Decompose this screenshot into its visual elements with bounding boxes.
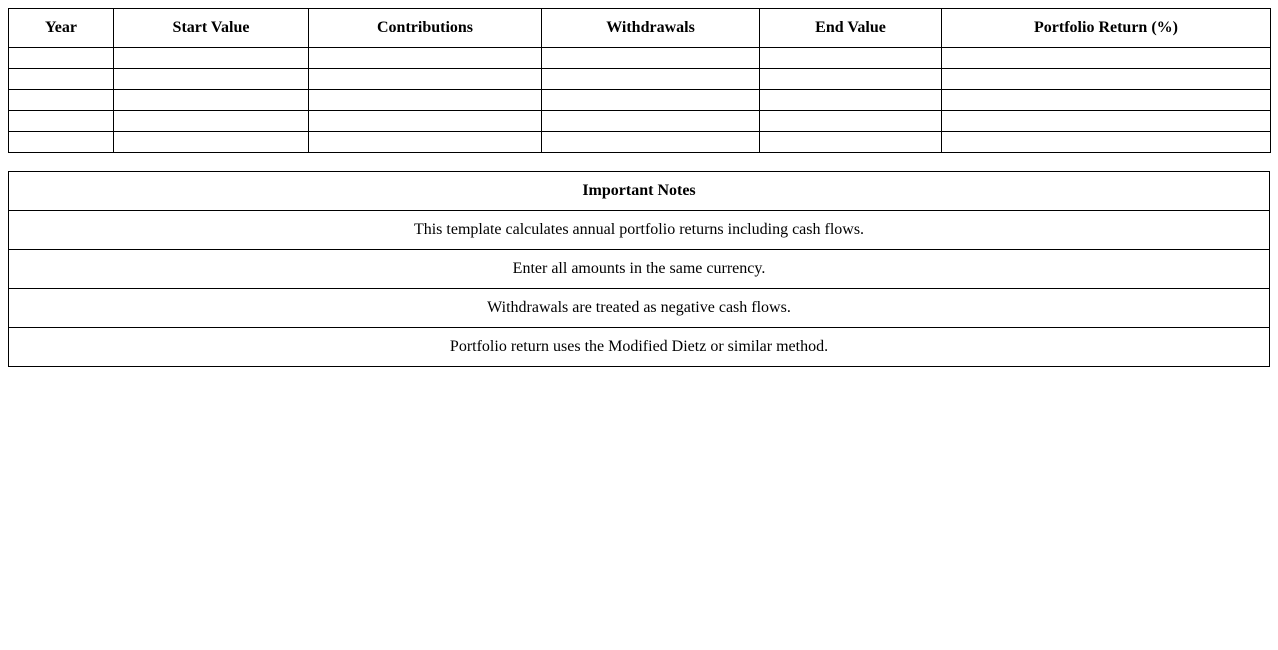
cell-start-value[interactable]	[114, 111, 309, 132]
portfolio-returns-table	[8, 8, 1271, 153]
cell-start-value[interactable]	[114, 69, 309, 90]
cell-end-value[interactable]	[760, 132, 942, 153]
note-item: Enter all amounts in the same currency.	[9, 250, 1270, 289]
table-row	[9, 69, 1271, 90]
cell-portfolio-return[interactable]	[942, 69, 1271, 90]
header-end-value: End Value	[760, 9, 942, 48]
cell-start-value[interactable]	[114, 90, 309, 111]
header-start-value: Start Value	[114, 9, 309, 48]
cell-portfolio-return[interactable]	[942, 48, 1271, 69]
header-portfolio-return: Portfolio Return (%)	[942, 9, 1271, 48]
cell-withdrawals[interactable]	[542, 48, 760, 69]
cell-year[interactable]	[9, 90, 114, 111]
cell-contributions[interactable]	[309, 111, 542, 132]
cell-year[interactable]	[9, 111, 114, 132]
header-row	[9, 9, 1271, 48]
cell-year[interactable]	[9, 132, 114, 153]
cell-end-value[interactable]	[760, 48, 942, 69]
cell-portfolio-return[interactable]	[942, 90, 1271, 111]
cell-year[interactable]	[9, 69, 114, 90]
cell-contributions[interactable]	[309, 48, 542, 69]
note-item: Withdrawals are treated as negative cash flows.	[9, 289, 1270, 328]
cell-portfolio-return[interactable]	[942, 111, 1271, 132]
note-item: This template calculates annual portfolio returns including cash flows.	[9, 211, 1270, 250]
cell-start-value[interactable]	[114, 48, 309, 69]
cell-end-value[interactable]	[760, 111, 942, 132]
table-row	[9, 90, 1271, 111]
table-row	[9, 48, 1271, 69]
cell-withdrawals[interactable]	[542, 111, 760, 132]
cell-end-value[interactable]	[760, 69, 942, 90]
notes-header-row	[9, 172, 1270, 211]
cell-end-value[interactable]	[760, 90, 942, 111]
note-item: Portfolio return uses the Modified Dietz or similar method.	[9, 328, 1270, 367]
cell-portfolio-return[interactable]	[942, 132, 1271, 153]
important-notes-table	[8, 171, 1270, 367]
table-row	[9, 132, 1271, 153]
notes-title: Important Notes	[9, 172, 1270, 211]
note-row	[9, 250, 1270, 289]
cell-year[interactable]	[9, 48, 114, 69]
cell-contributions[interactable]	[309, 90, 542, 111]
cell-start-value[interactable]	[114, 132, 309, 153]
cell-withdrawals[interactable]	[542, 69, 760, 90]
table-row	[9, 111, 1271, 132]
cell-contributions[interactable]	[309, 69, 542, 90]
cell-contributions[interactable]	[309, 132, 542, 153]
note-row	[9, 289, 1270, 328]
note-row	[9, 328, 1270, 367]
note-row	[9, 211, 1270, 250]
header-contributions: Contributions	[309, 9, 542, 48]
header-year: Year	[9, 9, 114, 48]
header-withdrawals: Withdrawals	[542, 9, 760, 48]
cell-withdrawals[interactable]	[542, 90, 760, 111]
cell-withdrawals[interactable]	[542, 132, 760, 153]
